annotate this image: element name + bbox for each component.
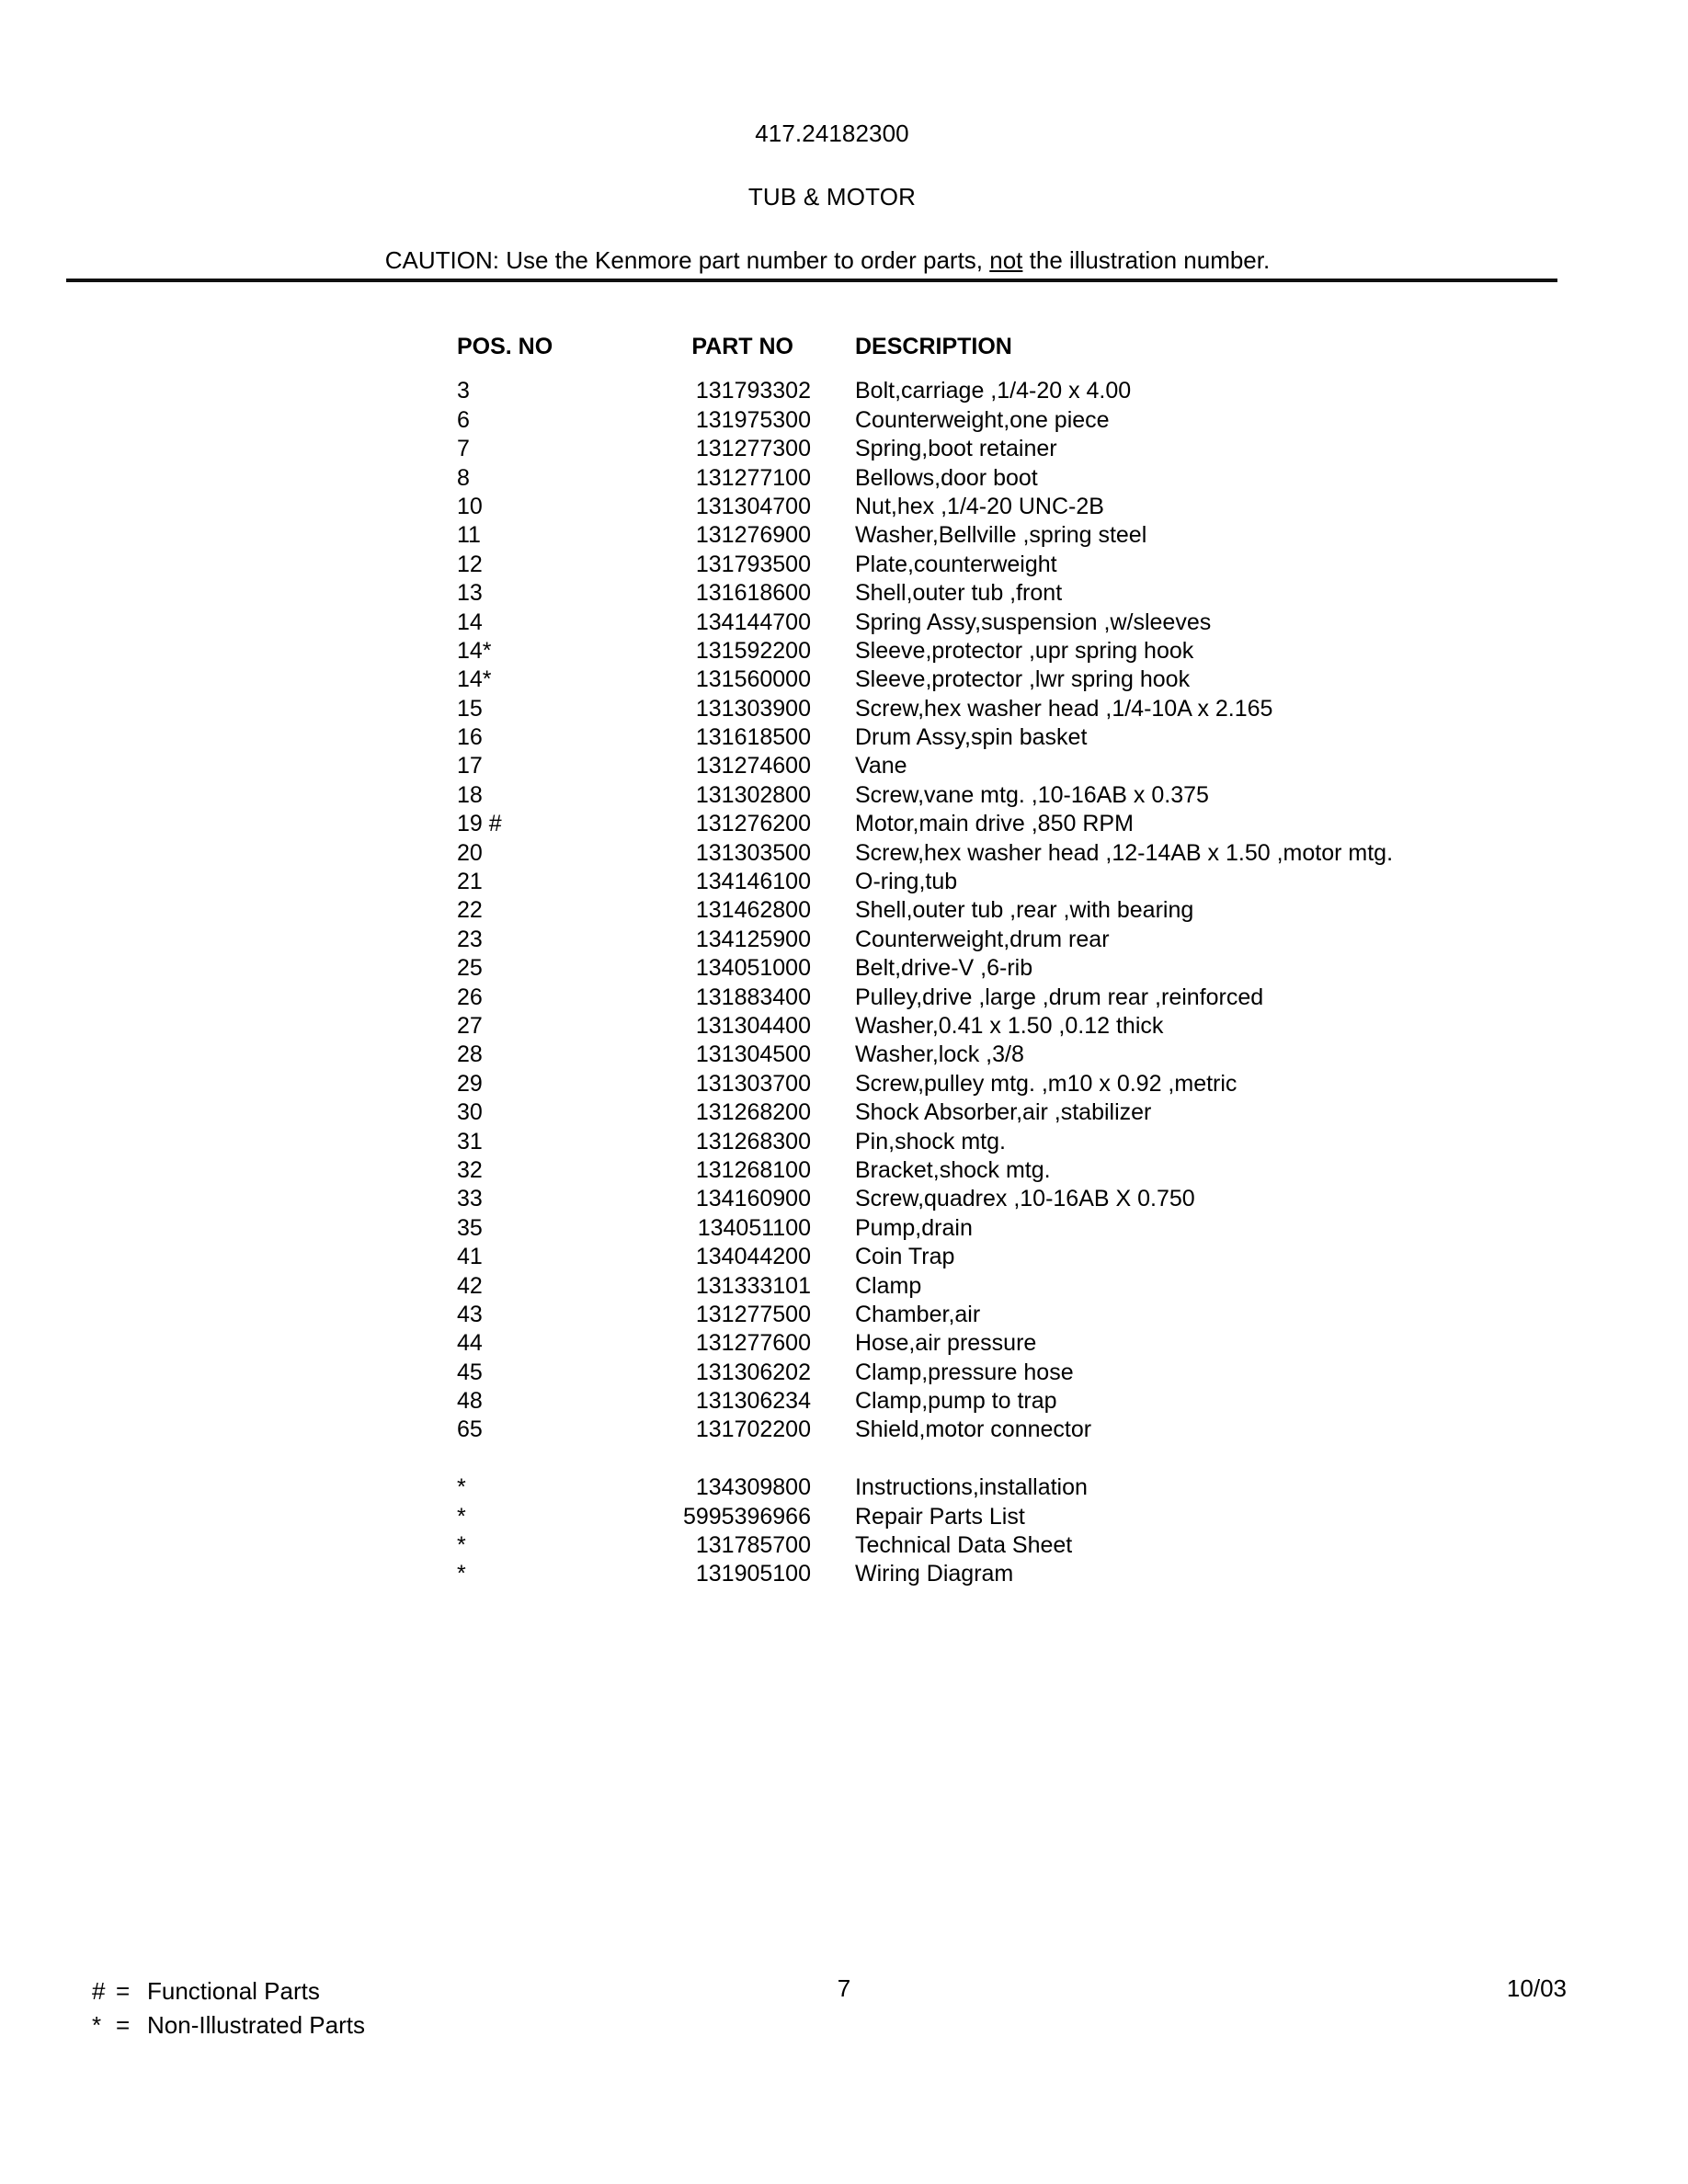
revision-date: 10/03: [1506, 1974, 1567, 2002]
table-row: [0, 637, 1688, 665]
legend-symbol: #: [92, 1977, 106, 2005]
cell-part-no: 134125900: [695, 926, 811, 952]
table-row: [0, 1301, 1688, 1329]
caution-text-suffix: the illustration number.: [1022, 246, 1271, 274]
table-row: [0, 1272, 1688, 1301]
table-header-row: [0, 333, 1688, 361]
table-row: [0, 868, 1688, 896]
header-divider: [66, 279, 1557, 282]
cell-part-no: 131462800: [695, 897, 811, 924]
legend-symbol: *: [92, 2011, 102, 2039]
table-row: [0, 1185, 1688, 1213]
table-row: [0, 1531, 1688, 1560]
cell-pos-no: 15: [457, 695, 483, 722]
cell-part-no: 131793500: [695, 551, 811, 577]
column-header-description: DESCRIPTION: [855, 334, 1012, 359]
legend-equals-sign: =: [116, 1977, 131, 2005]
table-row: [0, 1214, 1688, 1243]
cell-description: Clamp: [855, 1272, 922, 1299]
cell-part-no: 131333101: [695, 1272, 811, 1299]
cell-pos-no: 33: [457, 1186, 483, 1212]
cell-part-no: 131618500: [695, 724, 811, 751]
cell-pos-no: 28: [457, 1041, 483, 1068]
cell-description: Shell,outer tub ,front: [855, 580, 1063, 607]
cell-part-no: 131905100: [695, 1561, 811, 1587]
cell-pos-no: 27: [457, 1012, 483, 1039]
cell-part-no: 131975300: [695, 406, 811, 433]
table-row: [0, 1387, 1688, 1416]
cell-pos-no: 41: [457, 1244, 483, 1270]
section-gap: [0, 1445, 1688, 1473]
cell-part-no: 131304500: [695, 1041, 811, 1068]
table-row: [0, 781, 1688, 810]
cell-pos-no: 13: [457, 580, 483, 607]
cell-part-no: 131618600: [695, 580, 811, 607]
cell-pos-no: 14*: [457, 637, 492, 664]
cell-description: Wiring Diagram: [855, 1561, 1014, 1587]
cell-pos-no: 8: [457, 464, 470, 491]
table-row: [0, 752, 1688, 780]
cell-description: Washer,lock ,3/8: [855, 1041, 1024, 1068]
cell-pos-no: 14*: [457, 666, 492, 693]
cell-part-no: 131268100: [695, 1156, 811, 1183]
cell-pos-no: 65: [457, 1416, 483, 1443]
cell-pos-no: *: [457, 1503, 466, 1530]
cell-pos-no: 30: [457, 1099, 483, 1126]
cell-pos-no: 17: [457, 753, 483, 779]
cell-part-no: 131303500: [695, 839, 811, 866]
cell-description: Bolt,carriage ,1/4-20 x 4.00: [855, 378, 1132, 404]
cell-description: Washer,0.41 x 1.50 ,0.12 thick: [855, 1012, 1164, 1039]
cell-description: Counterweight,one piece: [855, 406, 1110, 433]
cell-pos-no: 10: [457, 493, 483, 519]
cell-part-no: 131302800: [695, 781, 811, 808]
cell-description: Spring,boot retainer: [855, 436, 1057, 462]
cell-pos-no: 25: [457, 955, 483, 982]
cell-pos-no: 29: [457, 1070, 483, 1097]
cell-description: Technical Data Sheet: [855, 1532, 1073, 1559]
cell-description: Shock Absorber,air ,stabilizer: [855, 1099, 1152, 1126]
cell-pos-no: *: [457, 1474, 466, 1501]
cell-part-no: 131304700: [695, 493, 811, 519]
legend-equals-sign: =: [116, 2011, 131, 2039]
cell-description: Sleeve,protector ,upr spring hook: [855, 637, 1194, 664]
page-title: TUB & MOTOR: [747, 183, 917, 210]
cell-pos-no: 11: [457, 522, 481, 549]
cell-part-no: 5995396966: [682, 1503, 811, 1530]
cell-part-no: 131306234: [695, 1388, 811, 1415]
cell-part-no: 134144700: [695, 609, 811, 635]
table-row: [0, 926, 1688, 954]
cell-part-no: 131560000: [695, 666, 811, 693]
legend-label: Functional Parts: [147, 1977, 320, 2005]
parts-rows: [0, 377, 1688, 1444]
table-row: [0, 839, 1688, 868]
cell-part-no: 131785700: [695, 1532, 811, 1559]
page-footer: [0, 1974, 1688, 2057]
cell-description: Screw,vane mtg. ,10-16AB x 0.375: [855, 781, 1209, 808]
cell-description: Instructions,installation: [855, 1474, 1088, 1501]
cell-description: Belt,drive-V ,6-rib: [855, 955, 1033, 982]
cell-part-no: 131303700: [695, 1070, 811, 1097]
table-row: [0, 1243, 1688, 1271]
cell-description: Plate,counterweight: [855, 551, 1057, 577]
cell-description: Counterweight,drum rear: [855, 926, 1110, 952]
table-row: [0, 1416, 1688, 1444]
table-row: [0, 1041, 1688, 1069]
table-row: [0, 435, 1688, 463]
cell-pos-no: 44: [457, 1330, 483, 1357]
table-row: [0, 1560, 1688, 1588]
cell-part-no: 131276200: [695, 811, 811, 837]
cell-part-no: 134051100: [697, 1214, 811, 1241]
legend-item: [92, 2008, 365, 2042]
cell-description: Bracket,shock mtg.: [855, 1156, 1051, 1183]
cell-part-no: 131306202: [695, 1359, 811, 1385]
cell-pos-no: 3: [457, 378, 470, 404]
cell-description: Spring Assy,suspension ,w/sleeves: [855, 609, 1212, 635]
cell-part-no: 131592200: [695, 637, 811, 664]
cell-description: Pin,shock mtg.: [855, 1128, 1006, 1155]
cell-description: Pump,drain: [855, 1214, 973, 1241]
cell-pos-no: 23: [457, 926, 483, 952]
header-gap: [0, 361, 1688, 377]
cell-part-no: 131883400: [695, 984, 811, 1010]
non-illustrated-rows: [0, 1473, 1688, 1589]
cell-description: Repair Parts List: [855, 1503, 1025, 1530]
cell-pos-no: 21: [457, 869, 483, 895]
cell-pos-no: *: [457, 1532, 466, 1559]
table-row: [0, 810, 1688, 838]
cell-pos-no: 6: [457, 406, 470, 433]
cell-part-no: 131276900: [695, 522, 811, 549]
cell-description: Vane: [855, 753, 907, 779]
cell-part-no: 131268300: [695, 1128, 811, 1155]
cell-pos-no: *: [457, 1561, 466, 1587]
cell-part-no: 134051000: [695, 955, 811, 982]
cell-pos-no: 7: [457, 436, 470, 462]
cell-part-no: 131304400: [695, 1012, 811, 1039]
column-header-part: PART NO: [691, 334, 793, 359]
table-row: [0, 695, 1688, 723]
cell-pos-no: 31: [457, 1128, 483, 1155]
table-row: [0, 896, 1688, 925]
table-row: [0, 984, 1688, 1012]
caution-note: [0, 246, 1655, 275]
table-row: [0, 1098, 1688, 1127]
parts-table: [0, 333, 1688, 1589]
cell-pos-no: 18: [457, 781, 483, 808]
cell-description: Nut,hex ,1/4-20 UNC-2B: [855, 493, 1104, 519]
cell-part-no: 131277300: [695, 436, 811, 462]
table-row: [0, 1503, 1688, 1531]
cell-pos-no: 22: [457, 897, 483, 924]
cell-description: Coin Trap: [855, 1244, 955, 1270]
cell-description: Screw,hex washer head ,1/4-10A x 2.165: [855, 695, 1273, 722]
cell-description: Drum Assy,spin basket: [855, 724, 1088, 751]
cell-pos-no: 32: [457, 1156, 483, 1183]
cell-description: Chamber,air: [855, 1301, 981, 1327]
cell-description: Shield,motor connector: [855, 1416, 1092, 1443]
table-row: [0, 551, 1688, 579]
cell-description: Bellows,door boot: [855, 464, 1038, 491]
cell-part-no: 131793302: [695, 378, 811, 404]
cell-part-no: 131274600: [695, 753, 811, 779]
caution-emphasis: not: [989, 246, 1023, 274]
cell-description: Screw,pulley mtg. ,m10 x 0.92 ,metric: [855, 1070, 1237, 1097]
cell-pos-no: 45: [457, 1359, 483, 1385]
cell-pos-no: 19 #: [457, 811, 502, 837]
cell-pos-no: 16: [457, 724, 483, 751]
table-row: [0, 493, 1688, 521]
cell-pos-no: 20: [457, 839, 483, 866]
cell-description: Screw,hex washer head ,12-14AB x 1.50 ,motor mtg.: [855, 839, 1394, 866]
cell-description: Washer,Bellville ,spring steel: [855, 522, 1147, 549]
cell-description: Shell,outer tub ,rear ,with bearing: [855, 897, 1194, 924]
model-number: 417.24182300: [755, 119, 909, 147]
table-row: [0, 464, 1688, 493]
cell-part-no: 134044200: [695, 1244, 811, 1270]
table-row: [0, 1070, 1688, 1098]
page-number: 7: [837, 1974, 851, 2002]
cell-part-no: 134160900: [695, 1186, 811, 1212]
table-row: [0, 1473, 1688, 1502]
table-row: [0, 1329, 1688, 1358]
table-row: [0, 723, 1688, 752]
column-header-pos: POS. NO: [457, 334, 553, 359]
cell-description: Motor,main drive ,850 RPM: [855, 811, 1134, 837]
cell-pos-no: 43: [457, 1301, 483, 1327]
cell-description: Hose,air pressure: [855, 1330, 1037, 1357]
cell-part-no: 131277500: [695, 1301, 811, 1327]
cell-pos-no: 48: [457, 1388, 483, 1415]
cell-description: Clamp,pressure hose: [855, 1359, 1074, 1385]
cell-pos-no: 35: [457, 1214, 483, 1241]
cell-pos-no: 26: [457, 984, 483, 1010]
cell-part-no: 134309800: [695, 1474, 811, 1501]
table-row: [0, 954, 1688, 983]
cell-description: Pulley,drive ,large ,drum rear ,reinforced: [855, 984, 1264, 1010]
cell-description: Clamp,pump to trap: [855, 1388, 1057, 1415]
table-row: [0, 1012, 1688, 1041]
table-row: [0, 1156, 1688, 1185]
table-row: [0, 609, 1688, 637]
table-row: [0, 579, 1688, 608]
legend-label: Non-Illustrated Parts: [147, 2011, 365, 2039]
table-row: [0, 1359, 1688, 1387]
table-row: [0, 1128, 1688, 1156]
cell-part-no: 131277600: [695, 1330, 811, 1357]
cell-pos-no: 12: [457, 551, 483, 577]
table-row: [0, 521, 1688, 550]
cell-pos-no: 14: [457, 609, 483, 635]
cell-part-no: 131268200: [695, 1099, 811, 1126]
table-row: [0, 377, 1688, 405]
cell-pos-no: 42: [457, 1272, 483, 1299]
table-row: [0, 406, 1688, 435]
cell-description: Sleeve,protector ,lwr spring hook: [855, 666, 1191, 693]
cell-part-no: 134146100: [695, 869, 811, 895]
table-row: [0, 665, 1688, 694]
cell-part-no: 131702200: [695, 1416, 811, 1443]
cell-part-no: 131303900: [695, 695, 811, 722]
cell-description: O-ring,tub: [855, 869, 958, 895]
caution-text-prefix: CAUTION: Use the Kenmore part number to order parts,: [384, 246, 990, 274]
cell-part-no: 131277100: [695, 464, 811, 491]
cell-description: Screw,quadrex ,10-16AB X 0.750: [855, 1186, 1195, 1212]
